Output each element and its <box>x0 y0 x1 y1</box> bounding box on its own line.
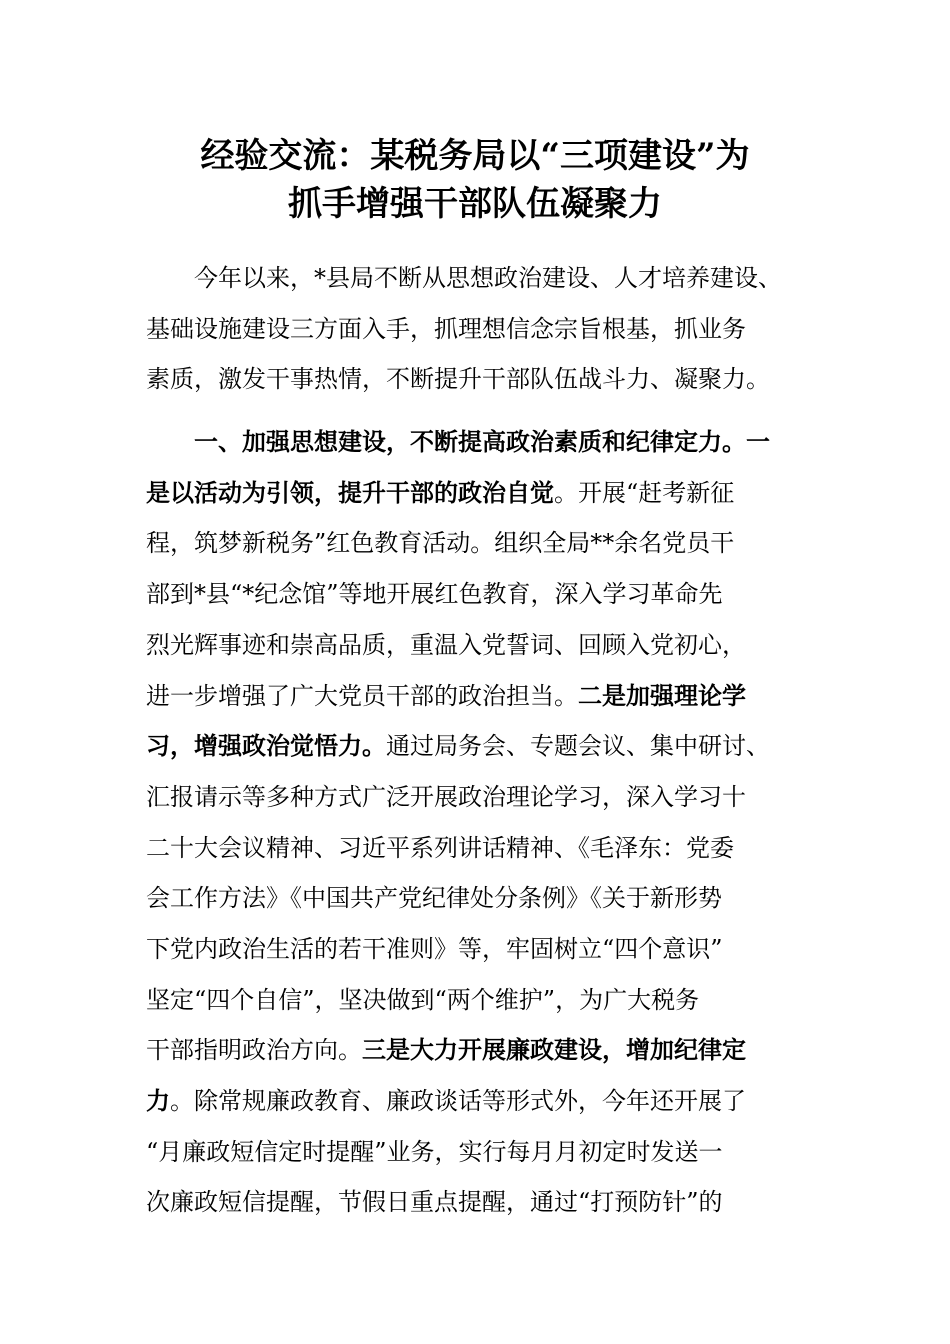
bold-text-segment: 习，增强政治觉悟力。 <box>146 731 386 761</box>
text-segment: 通过局务会、专题会议、集中研讨、 <box>386 732 770 761</box>
body-line <box>146 417 826 468</box>
text-segment: 。开展“赶考新征 <box>554 478 735 507</box>
bold-text-segment: 二是加强理论学 <box>578 680 746 710</box>
body-line <box>146 1127 826 1178</box>
text-segment: 烈光辉事迹和崇高品质，重温入党誓词、回顾入党初心， <box>146 630 746 659</box>
bold-text-segment: 三是大力开展廉政建设，增加纪律定 <box>362 1035 746 1065</box>
body-line <box>146 468 826 519</box>
body-line <box>146 518 826 569</box>
text-segment: 进一步增强了广大党员干部的政治担当。 <box>146 681 578 710</box>
text-segment: 会工作方法》《中国共产党纪律处分条例》《关于新形势 <box>146 884 722 913</box>
body-line <box>146 569 826 620</box>
body-line <box>146 1025 826 1076</box>
body-line <box>146 620 826 671</box>
text-segment: 。除常规廉政教育、廉政谈话等形式外，今年还开展了 <box>170 1087 746 1115</box>
body-line <box>146 975 826 1026</box>
text-segment: 汇报请示等多种方式广泛开展政治理论学习，深入学习十 <box>146 782 746 811</box>
body-line <box>146 253 826 304</box>
body-line <box>146 354 826 405</box>
body-line <box>146 772 826 823</box>
document-title-line-1: 经验交流：某税务局以“三项建设”为 <box>200 136 750 176</box>
text-segment: 程，筑梦新税务”红色教育活动。组织全局**余名党员干 <box>146 529 735 558</box>
bold-text-segment: 力 <box>146 1086 170 1115</box>
text-segment: 基础设施建设三方面入手，抓理想信念宗旨根基，抓业务 <box>146 314 746 343</box>
text-segment: 素质，激发干事热情，不断提升干部队伍战斗力、凝聚力。 <box>146 365 770 394</box>
text-segment: 部到*县“*纪念馆”等地开展红色教育，深入学习革命先 <box>146 580 723 609</box>
body-line <box>146 304 826 355</box>
body-line <box>146 721 826 772</box>
body-line <box>146 873 826 924</box>
body-line <box>146 1177 826 1228</box>
bold-text-segment: 一、加强思想建设，不断提高政治素质和纪律定力。一 <box>146 427 770 457</box>
text-segment: 今年以来，*县局不断从思想政治建设、人才培养建设、 <box>146 264 782 292</box>
body-line <box>146 671 826 722</box>
body-line <box>146 1076 826 1127</box>
document-title-line-2: 抓手增强干部队伍凝聚力 <box>288 184 662 224</box>
text-segment: 坚定“四个自信”，坚决做到“两个维护”，为广大税务 <box>146 985 700 1014</box>
text-segment: 下党内政治生活的若干准则》等，牢固树立“四个意识” <box>146 934 723 963</box>
text-segment: “月廉政短信定时提醒”业务，实行每月月初定时发送一 <box>146 1137 723 1166</box>
text-segment: 干部指明政治方向。 <box>146 1036 362 1065</box>
text-segment: 次廉政短信提醒，节假日重点提醒，通过“打预防针”的 <box>146 1188 723 1217</box>
body-line <box>146 823 826 874</box>
body-line <box>146 924 826 975</box>
document-body <box>146 253 826 1228</box>
text-segment: 二十大会议精神、习近平系列讲话精神、《毛泽东：党委 <box>146 833 734 862</box>
bold-text-segment: 是以活动为引领，提升干部的政治自觉 <box>146 477 554 507</box>
